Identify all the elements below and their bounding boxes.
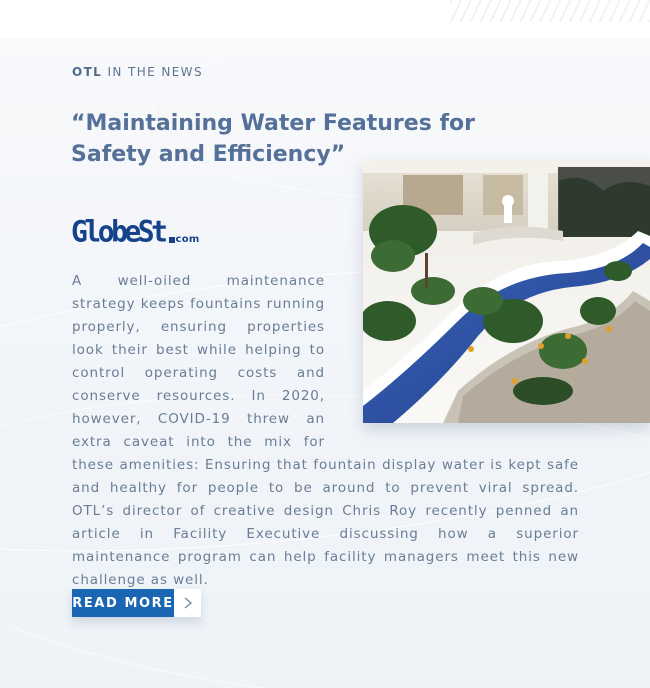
logo-suffix: com bbox=[175, 234, 200, 245]
eyebrow-label: IN THE NEWS bbox=[102, 65, 203, 79]
article-body bbox=[72, 270, 579, 592]
chevron-right-icon bbox=[174, 589, 201, 617]
logo-dot-icon bbox=[169, 237, 175, 243]
read-more-label: READ MORE bbox=[72, 589, 174, 617]
article-body-text: A well-oiled maintenance strategy keeps fountains running properly, ensuring properties look their best while helping to control operating costs and conserve resources. In 2020, however, COVID-19 threw an extra caveat into the mix for these amenities: Ensuring that fountain display water is kept safe and healthy for people to be around to prevent viral spread. OTL’s director of creative design Chris Roy recently penned an article in Facility Executive discussing how a superior maintenance program can help facility managers meet this new challenge as well. bbox=[72, 273, 579, 588]
eyebrow-brand: OTL bbox=[72, 65, 103, 79]
section-eyebrow bbox=[72, 65, 203, 79]
photo-text-wrap-spacer bbox=[325, 270, 579, 442]
publication-logo bbox=[71, 212, 200, 248]
article-headline: “Maintaining Water Features for Safety and Efficiency” bbox=[71, 111, 475, 167]
publication-logo-text: GlobeSt bbox=[71, 214, 165, 249]
read-more-button[interactable] bbox=[72, 589, 201, 617]
